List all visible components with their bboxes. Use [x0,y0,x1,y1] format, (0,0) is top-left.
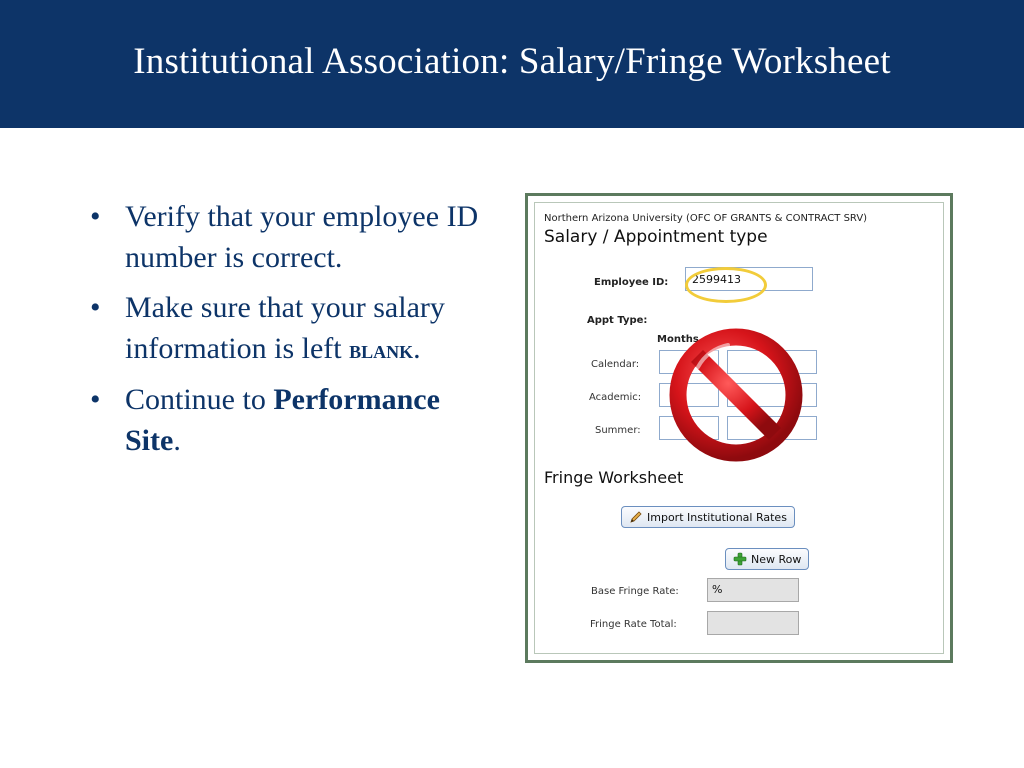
bullet-item [88,287,498,370]
embedded-screenshot [525,193,953,663]
academic-label: Academic: [589,392,642,403]
new-row-button-label: New Row [751,553,802,566]
base-fringe-rate-value: % [712,583,723,596]
fringe-rate-total-field[interactable] [707,611,799,635]
screenshot-panel [534,202,944,654]
bullet-item [88,379,498,461]
bullet-text: Continue to [125,383,274,416]
bullet-list [88,196,498,470]
salary-heading: Salary / Appointment type [544,227,768,247]
import-institutional-rates-button[interactable] [621,506,795,528]
no-sign-icon [668,327,804,463]
calendar-label: Calendar: [591,359,640,370]
new-row-button[interactable] [725,548,809,570]
pencil-icon [629,510,643,524]
slide-title: Institutional Association: Salary/Fringe Worksheet [133,41,891,82]
org-header: Northern Arizona University (OFC OF GRANTS & CONTRACT SRV) [544,213,868,224]
bullet-text: Make sure that your salary information is left [125,291,445,365]
bullet-dot: • [90,383,101,416]
emphasis-performance-site: Performance Site [125,383,440,457]
bullet-text: Verify that your employee ID number is correct. [125,200,479,274]
base-fringe-rate-label: Base Fringe Rate: [591,586,679,597]
employee-id-value: 2599413 [692,273,741,286]
highlight-circle [685,267,767,303]
title-bar [0,0,1024,128]
base-fringe-rate-field[interactable] [707,578,799,602]
bullet-suffix: . [173,424,181,457]
fringe-heading: Fringe Worksheet [544,468,684,487]
months-label: Months [657,334,699,345]
fringe-rate-total-label: Fringe Rate Total: [590,619,677,630]
employee-id-label: Employee ID: [594,277,669,288]
emphasis-blank: blank [349,335,414,364]
bullet-suffix: . [413,332,421,365]
plus-icon [733,552,747,566]
summer-label: Summer: [595,425,641,436]
import-button-label: Import Institutional Rates [647,511,787,524]
appt-type-label: Appt Type: [587,315,648,326]
bullet-dot: • [90,200,101,233]
bullet-dot: • [90,291,101,324]
bullet-item [88,196,498,278]
